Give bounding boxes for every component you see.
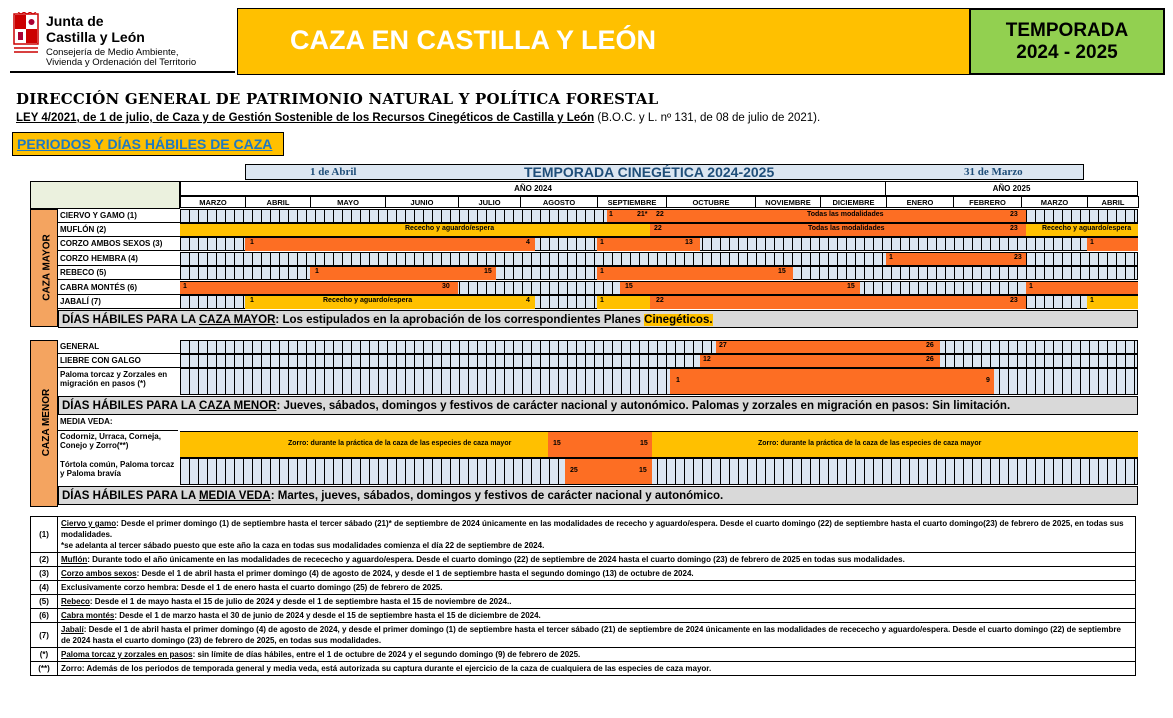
- period-bar: [670, 369, 994, 394]
- note-row: [31, 609, 1135, 623]
- note-text: [58, 595, 1135, 608]
- note-body: : Desde el 1 de marzo hasta el 30 de junio de 2024 y desde el 15 de septiembre hasta el 15 de diciembre de 2024.: [114, 611, 541, 620]
- month-header: JUNIO: [385, 196, 459, 208]
- period-label: Rececho y aguardo/espera: [323, 297, 413, 304]
- period-bar: [1026, 224, 1138, 236]
- period-bar: [597, 238, 700, 251]
- period-bar: [886, 253, 1026, 265]
- month-header: FEBRERO: [953, 196, 1022, 208]
- period-bar: [597, 267, 793, 280]
- period-label: 13: [685, 239, 693, 246]
- direction-title: DIRECCIÓN GENERAL DE PATRIMONIO NATURAL Y POLÍTICA FORESTAL: [16, 90, 659, 108]
- season-end: 31 de Marzo: [964, 166, 1023, 178]
- species-name: MUFLÓN (2): [58, 225, 180, 237]
- note-title: Rebeco: [61, 597, 90, 606]
- side-label: CAZA MENOR: [41, 388, 53, 457]
- period-bar: [548, 432, 652, 457]
- note-key: (2): [31, 553, 58, 566]
- dias-prefix: DÍAS HÁBILES PARA LA: [62, 400, 199, 412]
- note-text: [58, 581, 1135, 594]
- calendar-grid-row: [180, 368, 1138, 395]
- species-name: CABRA MONTÉS (6): [58, 283, 180, 295]
- month-header: MARZO: [1021, 196, 1088, 208]
- note-key: (1): [31, 517, 58, 552]
- period-label: 26: [926, 342, 934, 349]
- month-header: ENERO: [886, 196, 954, 208]
- law-ref: (B.O.C. y L. nº 131, de 08 de julio de 2021).: [594, 112, 821, 124]
- notes-table: [30, 516, 1136, 676]
- note-body: Exclusivamente corzo hembra: Desde el 1 de enero hasta el cuarto domingo (25) de febrero de 2025.: [61, 583, 443, 592]
- period-bar: [1026, 282, 1138, 294]
- dias-text: : Martes, jueves, sábados, domingos y festivos de carácter nacional y autonómico.: [270, 490, 724, 502]
- dias-caza-menor: [58, 396, 1138, 415]
- dias-text: : Jueves, sábados, domingos y festivos de carácter nacional y autonómico. Palomas y zorzales en migración en pasos: Sin limitación.: [276, 400, 1011, 412]
- period-label: Zorro: durante la práctica de la caza de las especies de caza mayor: [288, 440, 512, 447]
- period-label: Zorro: durante la práctica de la caza de las especies de caza mayor: [758, 440, 982, 447]
- calendar-corner: [30, 181, 180, 209]
- species-name: LIEBRE CON GALGO: [58, 356, 180, 368]
- note-text: [58, 648, 1135, 661]
- period-label: 1: [609, 211, 613, 218]
- note-row: [31, 553, 1135, 567]
- species-name: Tórtola común, Paloma torcaz y Paloma bravía: [60, 460, 175, 478]
- note-text: [58, 609, 1135, 622]
- species-name: CORZO AMBOS SEXOS (3): [58, 239, 180, 251]
- period-label: 23: [1010, 225, 1018, 232]
- month-header: NOVIEMBRE: [755, 196, 821, 208]
- period-label: 25: [570, 467, 578, 474]
- period-label: 15: [640, 440, 648, 447]
- period-bar: [650, 224, 1026, 236]
- period-label: Rececho y aguardo/espera: [405, 225, 495, 232]
- dias-highlight: Cinegéticos.: [644, 314, 713, 326]
- note-row: [31, 567, 1135, 581]
- note-body: : Desde el 1 de abril hasta el primer domingo (4) de agosto de 2024, y desde el 1 de septiembre hasta el segundo domingo (13) de octubre de 2024.: [136, 569, 694, 578]
- note-title: Paloma torcaz y zorzales en pasos: [61, 650, 193, 659]
- period-bar: [1087, 296, 1138, 309]
- period-bar: [700, 355, 940, 367]
- dias-media-veda: [58, 486, 1138, 505]
- period-bar: [597, 296, 650, 309]
- periods-title: PERIODOS Y DÍAS HÁBILES DE CAZA: [12, 132, 284, 156]
- period-label: 12: [703, 356, 711, 363]
- note-body: : Desde el primer domingo (1) de septiembre hasta el tercer sábado (21)* de septiembre de 2024 únicamente en las modalidades de rececho y aguardo/espera. Desde el cuarto domingo (22) de septiembre hasta el cuarto domingo(23) de febrero de 2025, en todas sus modalidades.: [61, 519, 1124, 539]
- period-label: 1: [315, 268, 319, 275]
- law-reference: [16, 112, 820, 124]
- dias-prefix: DÍAS HÁBILES PARA LA: [62, 314, 199, 326]
- note-key: (5): [31, 595, 58, 608]
- month-header: MAYO: [310, 196, 386, 208]
- note-row: [31, 581, 1135, 595]
- dias-caza-mayor: [58, 310, 1138, 328]
- period-label: 15: [553, 440, 561, 447]
- note-row: [31, 623, 1135, 648]
- note-text: [58, 623, 1135, 647]
- season-start: 1 de Abril: [310, 166, 357, 178]
- note-text: [58, 517, 1135, 552]
- period-label: 9: [986, 377, 990, 384]
- period-label: 22: [656, 297, 664, 304]
- year-2024: AÑO 2024: [180, 181, 886, 196]
- month-header: MARZO: [180, 196, 246, 208]
- period-label: Todas las modalidades: [807, 211, 884, 218]
- note-key: (*): [31, 648, 58, 661]
- note-body: Zorro: Además de los periodos de temporada general y media veda, está autorizada su captura durante el ejercicio de la caza de cualquiera de las especies de caza mayor.: [61, 664, 712, 673]
- logo: [10, 8, 235, 73]
- month-header: DICIEMBRE: [820, 196, 887, 208]
- period-label: 1: [250, 239, 254, 246]
- media-veda-label: MEDIA VEDA:: [58, 417, 178, 431]
- period-bar: [620, 282, 860, 294]
- note-key: (7): [31, 623, 58, 647]
- period-label: 1: [1090, 297, 1094, 304]
- logo-line-2: Castilla y León: [46, 29, 145, 45]
- period-label: Rececho y aguardo/espera: [1042, 225, 1132, 232]
- month-header: OCTUBRE: [666, 196, 756, 208]
- period-label: 1: [1029, 283, 1033, 290]
- period-bar: [565, 459, 652, 484]
- period-label: 30: [442, 283, 450, 290]
- species-name: Paloma torcaz y Zorzales en migración en pasos (*): [60, 370, 168, 388]
- coat-of-arms-icon: [12, 12, 40, 58]
- period-label: 26: [926, 356, 934, 363]
- month-header: ABRIL: [1087, 196, 1139, 208]
- period-label: 23: [1010, 297, 1018, 304]
- title-banner: [237, 8, 977, 75]
- period-label: 1: [183, 283, 187, 290]
- species-name: Codorniz, Urraca, Corneja, Conejo y Zorro(**): [60, 432, 161, 450]
- calendar-grid-row: [180, 458, 1138, 485]
- period-label: 4: [526, 239, 530, 246]
- calendar-grid-row: [180, 340, 1138, 354]
- year-2025: AÑO 2025: [885, 181, 1138, 196]
- period-label: 15: [639, 467, 647, 474]
- logo-line-1: Junta de: [46, 13, 104, 29]
- period-label: 22: [654, 225, 662, 232]
- period-label: 15: [847, 283, 855, 290]
- note-row: [31, 662, 1135, 675]
- period-label: 1: [600, 239, 604, 246]
- note-row: [31, 648, 1135, 662]
- note-row: [31, 517, 1135, 553]
- dias-term: CAZA MAYOR: [198, 314, 276, 326]
- note-body: : Desde el 1 de abril hasta el primer domingo (4) de agosto de 2024, y desde el primer domingo (1) de septiembre hasta el tercer sábado (21) de septiembre de 2024 únicamente en las modalidades de recececho y aguardo/espera. Desde el cuarto domingo (22) de septiembre de 2024 hasta el cuarto domingo (23) de febrero de 2025, en todas sus modalidades.: [61, 625, 1121, 645]
- note-title: Muflón: [61, 555, 88, 564]
- period-label: 23: [1010, 211, 1018, 218]
- side-caza-mayor: [30, 209, 58, 327]
- month-header: JULIO: [458, 196, 521, 208]
- species-name: JABALÍ (7): [58, 297, 180, 309]
- note-text: [58, 553, 1135, 566]
- period-label: 1: [676, 377, 680, 384]
- dias-term: CAZA MENOR: [198, 400, 277, 412]
- month-header: AGOSTO: [520, 196, 598, 208]
- side-label: CAZA MAYOR: [41, 234, 53, 301]
- page-title: CAZA EN CASTILLA Y LEÓN: [290, 25, 657, 55]
- period-label: 1: [600, 297, 604, 304]
- period-label: 15: [778, 268, 786, 275]
- logo-line-4: Vivienda y Ordenación del Territorio: [46, 57, 197, 68]
- note-key: (**): [31, 662, 58, 675]
- period-label: 21*: [637, 211, 648, 218]
- dias-text: : Los estipulados en la aprobación de los correspondientes Planes: [275, 314, 645, 326]
- month-header: SEPTIEMBRE: [597, 196, 667, 208]
- period-label: 23: [1014, 254, 1022, 261]
- period-bar: [652, 432, 1138, 457]
- season-box: [969, 8, 1165, 75]
- period-bar: [180, 432, 548, 457]
- period-label: Todas las modalidades: [808, 225, 885, 232]
- period-bar: [310, 267, 496, 280]
- species-name: REBECO (5): [58, 268, 180, 280]
- note-title: Corzo ambos sexos: [61, 569, 137, 578]
- period-bar: [607, 210, 1026, 222]
- note-text: [58, 567, 1135, 580]
- month-header: ABRIL: [245, 196, 311, 208]
- period-bar: [650, 296, 1026, 309]
- period-bar: [180, 224, 650, 236]
- species-name: CIERVO Y GAMO (1): [58, 211, 180, 223]
- calendar-grid-row: [180, 354, 1138, 368]
- species-name: GENERAL: [58, 342, 180, 354]
- dias-term: MEDIA VEDA: [198, 490, 271, 502]
- note-text: [58, 662, 1135, 675]
- note-title: Jabalí: [61, 625, 84, 634]
- period-label: 15: [625, 283, 633, 290]
- period-label: 27: [719, 342, 727, 349]
- note-key: (4): [31, 581, 58, 594]
- season-bar-title: TEMPORADA CINEGÉTICA 2024-2025: [524, 164, 775, 180]
- season-label: TEMPORADA: [1005, 20, 1129, 41]
- note-row: [31, 595, 1135, 609]
- logo-line-3: Consejería de Medio Ambiente,: [46, 47, 179, 58]
- note-extra: *se adelanta al tercer sábado puesto que este año la caza en todas sus modalidades comienza el día 22 de septiembre de 2024.: [61, 541, 545, 550]
- note-key: (6): [31, 609, 58, 622]
- period-label: 1: [889, 254, 893, 261]
- period-label: 15: [484, 268, 492, 275]
- period-bar: [716, 341, 940, 353]
- note-title: Ciervo y gamo: [61, 519, 117, 528]
- note-key: (3): [31, 567, 58, 580]
- note-body: : Desde el 1 de mayo hasta el 15 de julio de 2024 y desde el 1 de septiembre hasta el 15 de noviembre de 2024..: [89, 597, 512, 606]
- law-name: LEY 4/2021, de 1 de julio, de Caza y de Gestión Sostenible de los Recursos Cinegéticos de Castilla y León: [16, 112, 595, 124]
- note-body: : Durante todo el año únicamente en las modalidades de recececho y aguardo/espera. Desde el cuarto domingo (22) de septiembre de 2024 hasta el cuarto domingo (23) de febrero de 2025 en todas sus modalidades.: [87, 555, 905, 564]
- season-years: 2024 - 2025: [1016, 42, 1118, 63]
- period-label: 22: [656, 211, 664, 218]
- period-label: 1: [1090, 239, 1094, 246]
- period-bar: [180, 282, 458, 294]
- period-label: 1: [600, 268, 604, 275]
- dias-prefix: DÍAS HÁBILES PARA LA: [62, 490, 199, 502]
- period-bar: [245, 238, 535, 251]
- period-label: 1: [250, 297, 254, 304]
- species-name: CORZO HEMBRA (4): [58, 254, 180, 266]
- period-bar: [245, 296, 535, 309]
- note-body: : sin límite de días hábiles, entre el 1 de octubre de 2024 y el segundo domingo (9) de febrero de 2025.: [192, 650, 581, 659]
- page-header: [10, 8, 1165, 77]
- period-bar: [1087, 238, 1138, 251]
- note-title: Cabra montés: [61, 611, 115, 620]
- side-caza-menor: [30, 340, 58, 507]
- season-bar: [245, 164, 1084, 180]
- period-label: 4: [526, 297, 530, 304]
